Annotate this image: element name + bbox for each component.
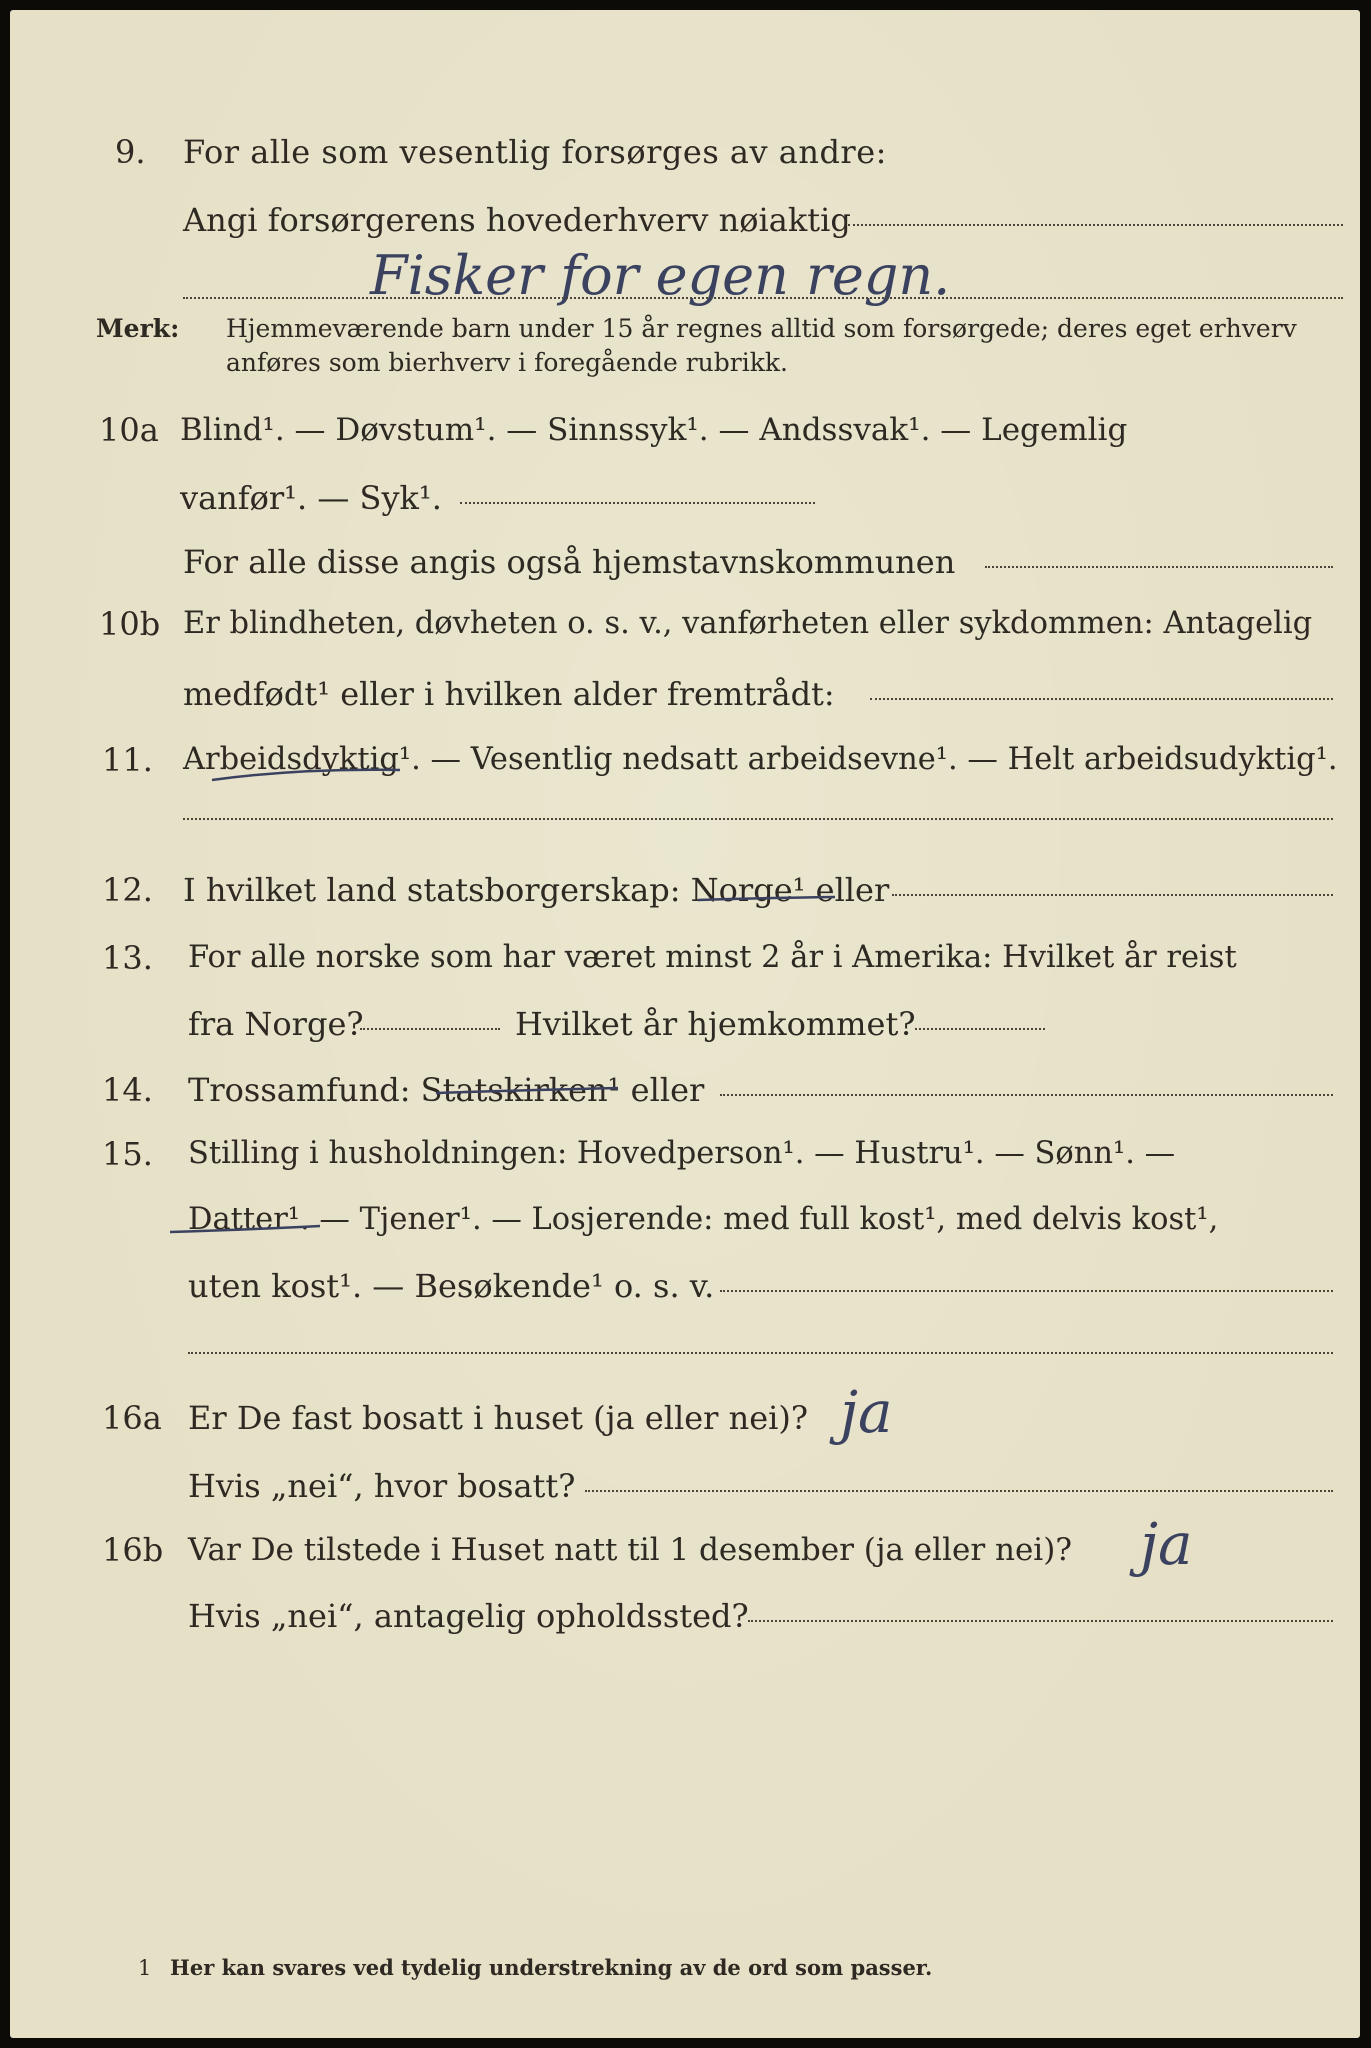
footnote-text: Her kan svares ved tydelig understrekning av de ord som passer. xyxy=(170,1955,933,1980)
item-number-16b: 16b xyxy=(102,1531,164,1569)
q12-line1: I hvilket land statsborgerskap: Norge¹ eller xyxy=(183,871,890,909)
q14-line1: Trossamfund: Statskirken¹ eller xyxy=(188,1071,705,1109)
q16a-handwritten-answer: ja xyxy=(840,1378,893,1446)
q13-line1: For alle norske som har været minst 2 år i Amerika: Hvilket år reist xyxy=(188,940,1237,975)
q12-fill-line xyxy=(892,894,1333,896)
q10b-fill-line xyxy=(870,698,1333,700)
q11-line1: Arbeidsdyktig¹. — Vesentlig nedsatt arbeidsevne¹. — Helt arbeidsudyktig¹. xyxy=(183,742,1338,777)
q10a-line1: Blind¹. — Døvstum¹. — Sinnssyk¹. — Andssvak¹. — Legemlig xyxy=(180,412,1128,448)
q13-line2a: fra Norge? xyxy=(188,1005,364,1043)
q11-fill-line xyxy=(183,818,1333,820)
q10a-line3: For alle disse angis også hjemstavnskommunen xyxy=(183,543,956,581)
q13-fill-line-1 xyxy=(360,1028,500,1030)
note-label: Merk: xyxy=(96,314,180,343)
census-form-page xyxy=(10,10,1360,2038)
q15-line1: Stilling i husholdningen: Hovedperson¹. — Hustru¹. — Sønn¹. — xyxy=(188,1136,1176,1171)
q14-fill-line xyxy=(720,1094,1333,1096)
q13-fill-line-2 xyxy=(915,1028,1045,1030)
q9-handwritten-answer: Fisker for egen regn. xyxy=(370,244,951,307)
q16a-fill-line xyxy=(585,1490,1333,1492)
q9-fill-line-1 xyxy=(848,224,1343,226)
item-number-9: 9. xyxy=(115,133,146,171)
q9-line2: Angi forsørgerens hovederhverv nøiaktig xyxy=(183,201,851,239)
q15-line3: uten kost¹. — Besøkende¹ o. s. v. xyxy=(188,1267,715,1305)
note-line1: Hjemmeværende barn under 15 år regnes alltid som forsørgede; deres eget erhverv xyxy=(226,314,1297,343)
q10a-fill-line-1 xyxy=(460,502,815,504)
q10a-fill-line-2 xyxy=(985,566,1333,568)
q10b-line2: medfødt¹ eller i hvilken alder fremtrådt: xyxy=(183,675,835,713)
footnote-mark: 1 xyxy=(138,1956,152,1980)
item-number-10a: 10a xyxy=(99,411,159,449)
q15-line2: Datter¹. — Tjener¹. — Losjerende: med full kost¹, med delvis kost¹, xyxy=(188,1202,1219,1237)
q10b-line1: Er blindheten, døvheten o. s. v., vanførheten eller sykdommen: Antagelig xyxy=(183,606,1313,641)
item-number-10b: 10b xyxy=(99,605,161,643)
q16b-line1: Var De tilstede i Huset natt til 1 desember (ja eller nei)? xyxy=(188,1532,1072,1568)
q10a-line2: vanfør¹. — Syk¹. xyxy=(180,479,442,517)
note-line2: anføres som bierhverv i foregående rubrikk. xyxy=(226,348,788,377)
q9-line1: For alle som vesentlig forsørges av andre: xyxy=(183,133,887,171)
item-number-13: 13. xyxy=(102,939,153,977)
q16a-line2: Hvis „nei“, hvor bosatt? xyxy=(188,1467,576,1505)
q15-fill-line-2 xyxy=(188,1352,1333,1354)
q16a-line1: Er De fast bosatt i huset (ja eller nei)? xyxy=(188,1399,809,1437)
q9-fill-line-2 xyxy=(183,297,1343,299)
item-number-11: 11. xyxy=(102,741,153,779)
item-number-15: 15. xyxy=(102,1135,153,1173)
q15-fill-line-1 xyxy=(720,1290,1333,1292)
item-number-12: 12. xyxy=(102,871,153,909)
item-number-16a: 16a xyxy=(102,1399,162,1437)
q13-line2b: Hvilket år hjemkommet? xyxy=(515,1005,916,1043)
item-number-14: 14. xyxy=(102,1071,153,1109)
q16b-line2: Hvis „nei“, antagelig opholdssted? xyxy=(188,1597,749,1635)
q16b-fill-line xyxy=(748,1620,1333,1622)
q16b-handwritten-answer: ja xyxy=(1140,1510,1193,1578)
